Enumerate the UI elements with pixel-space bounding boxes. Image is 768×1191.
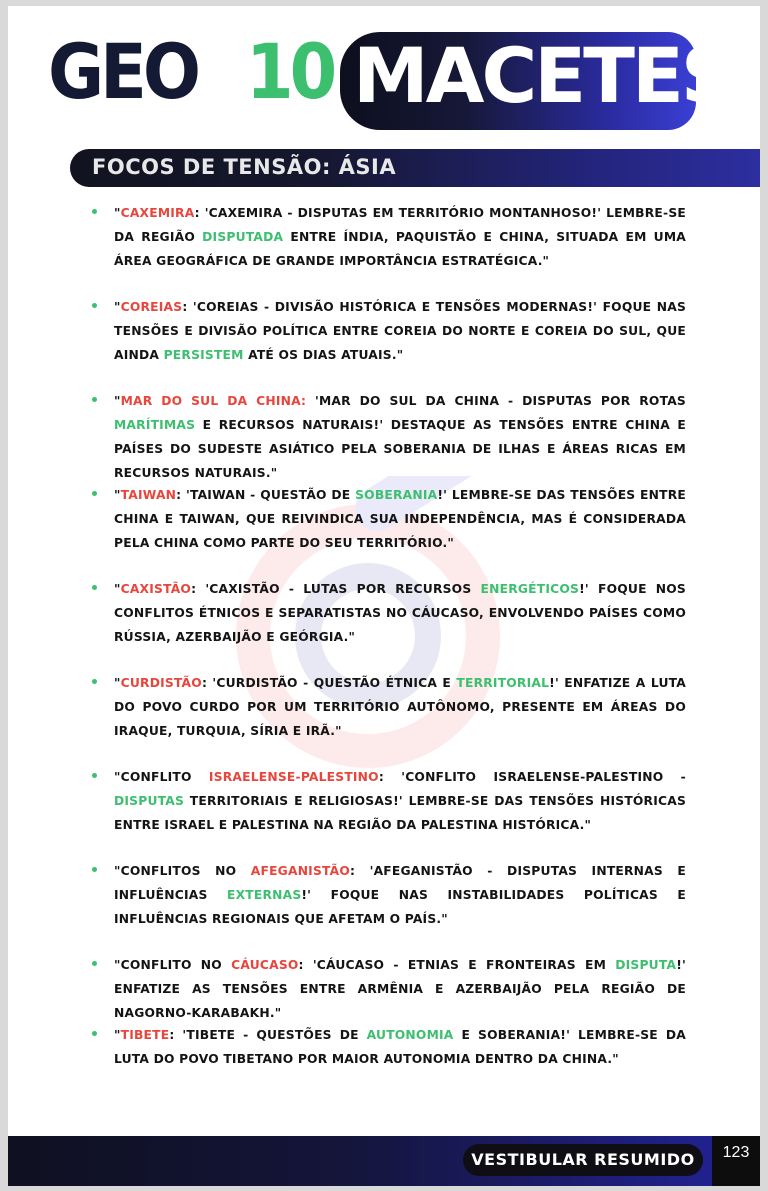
topic-highlight: TAIWAN [120, 488, 177, 502]
text-segment: " [114, 488, 121, 502]
topic-highlight: CAXISTÃO [120, 582, 192, 596]
brand-logo [8, 6, 760, 146]
topic-highlight: TIBETE [120, 1028, 170, 1042]
item-text [114, 953, 686, 1025]
bullet-icon [92, 209, 97, 214]
logo-number-text: 10 [246, 27, 334, 116]
text-segment: " [114, 1028, 121, 1042]
text-segment: " [114, 300, 121, 314]
keyword-highlight: MARÍTIMAS [114, 418, 196, 432]
item-text [114, 389, 686, 485]
tension-list-item [92, 671, 686, 743]
text-segment: : 'TAIWAN - QUESTÃO DE [176, 488, 356, 502]
item-text [114, 577, 686, 649]
text-segment: "CONFLITOS NO [114, 864, 251, 878]
tension-list-item [92, 1023, 686, 1071]
topic-highlight: CURDISTÃO [120, 676, 202, 690]
text-segment: : 'CAXEMIRA - DISPUTAS EM TERRITÓRIO MONTANHOSO!' LEMBRE-SE DA REGIÃO [114, 206, 686, 244]
topic-highlight: COREIAS [120, 300, 183, 314]
bullet-icon [92, 867, 97, 872]
item-text [114, 765, 686, 837]
logo-macetes-text: MACETES [353, 31, 733, 120]
section-title: FOCOS DE TENSÃO: ÁSIA [92, 155, 397, 179]
text-segment: ATÉ OS DIAS ATUAIS." [243, 348, 404, 362]
text-segment: : 'COREIAS - DIVISÃO HISTÓRICA E TENSÕES MODERNAS!' FOQUE NAS TENSÕES E DIVISÃO POLÍTICA ENTRE COREIA DO NORTE E COREIA DO SUL, QUE AINDA [114, 300, 686, 362]
topic-highlight: CAXEMIRA [120, 206, 195, 220]
tension-list-item [92, 859, 686, 931]
document-page [8, 6, 760, 1186]
tension-list-item [92, 953, 686, 1025]
text-segment: E RECURSOS NATURAIS!' DESTAQUE AS TENSÕES ENTRE CHINA E PAÍSES DO SUDESTE ASIÁTICO PELA SOBERANIA DE ILHAS E ÁREAS RICAS EM RECURSOS NATURAIS." [114, 418, 686, 480]
text-segment: "CONFLITO NO [114, 958, 232, 972]
tension-list-item [92, 765, 686, 837]
keyword-highlight: DISPUTA [615, 958, 677, 972]
bullet-icon [92, 679, 97, 684]
bullet-icon [92, 961, 97, 966]
footer-label: VESTIBULAR RESUMIDO [471, 1150, 695, 1169]
keyword-highlight: SOBERANIA [355, 488, 438, 502]
item-text [114, 295, 686, 367]
tension-list-item [92, 201, 686, 273]
text-segment: !' FOQUE NOS CONFLITOS ÉTNICOS E SEPARATISTAS NO CÁUCASO, ENVOLVENDO PAÍSES COMO RÚSSIA, AZERBAIJÃO E GEÓRGIA." [114, 582, 686, 644]
keyword-highlight: TERRITORIAL [456, 676, 550, 690]
text-segment: : 'CURDISTÃO - QUESTÃO ÉTNICA E [201, 676, 457, 690]
bullet-icon [92, 397, 97, 402]
bullet-icon [92, 773, 97, 778]
text-segment: !' LEMBRE-SE DAS TENSÕES ENTRE CHINA E TAIWAN, QUE REIVINDICA SUA INDEPENDÊNCIA, MAS É CONSIDERADA PELA CHINA COMO PARTE DO SEU TERRITÓRIO." [114, 488, 687, 550]
text-segment: : 'AFEGANISTÃO - DISPUTAS INTERNAS E INFLUÊNCIAS [114, 864, 687, 902]
text-segment: : 'CÁUCASO - ETNIAS E FRONTEIRAS EM [298, 958, 616, 972]
text-segment: !' ENFATIZE AS TENSÕES ENTRE ARMÊNIA E AZERBAIJÃO PELA REGIÃO DE NAGORNO-KARABAKH." [114, 958, 686, 1020]
keyword-highlight: DISPUTAS [114, 794, 185, 808]
item-text [114, 859, 686, 931]
tension-list-item [92, 389, 686, 485]
page-number: 123 [722, 1144, 750, 1161]
tension-list-item [92, 295, 686, 367]
item-text [114, 1023, 686, 1071]
text-segment: " [114, 394, 121, 408]
item-text [114, 201, 686, 273]
topic-highlight: MAR DO SUL DA CHINA: [120, 394, 307, 408]
text-segment: E SOBERANIA!' LEMBRE-SE DA LUTA DO POVO TIBETANO POR MAIOR AUTONOMIA DENTRO DA CHINA." [114, 1028, 686, 1066]
bullet-icon [92, 585, 97, 590]
keyword-highlight: AUTONOMIA [366, 1028, 454, 1042]
bullet-icon [92, 491, 97, 496]
text-segment: !' ENFATIZE A LUTA DO POVO CURDO POR UM TERRITÓRIO AUTÔNOMO, PRESENTE EM ÁREAS DO IRAQUE, TURQUIA, SÍRIA E IRÃ." [114, 676, 687, 738]
topic-highlight: AFEGANISTÃO [250, 864, 351, 878]
logo-geo-text: GEO [48, 27, 197, 116]
keyword-highlight: DISPUTADA [202, 230, 284, 244]
bullet-icon [92, 1031, 97, 1036]
item-text [114, 483, 686, 555]
text-segment: : 'CAXISTÃO - LUTAS POR RECURSOS [191, 582, 481, 596]
topic-highlight: CÁUCASO [231, 958, 299, 972]
text-segment: : 'CONFLITO ISRAELENSE-PALESTINO - [378, 770, 686, 784]
keyword-highlight: PERSISTEM [163, 348, 244, 362]
text-segment: TERRITORIAIS E RELIGIOSAS!' LEMBRE-SE DAS TENSÕES HISTÓRICAS ENTRE ISRAEL E PALESTINA NA REGIÃO DA PALESTINA HISTÓRICA." [114, 794, 686, 832]
text-segment: " [114, 582, 121, 596]
text-segment: " [114, 206, 121, 220]
text-segment: ENTRE ÍNDIA, PAQUISTÃO E CHINA, SITUADA EM UMA ÁREA GEOGRÁFICA DE GRANDE IMPORTÂNCIA ESTRATÉGICA." [114, 230, 686, 268]
tension-list-item [92, 577, 686, 649]
tension-list-item [92, 483, 686, 555]
text-segment: : 'TIBETE - QUESTÕES DE [169, 1028, 367, 1042]
text-segment: "CONFLITO [114, 770, 209, 784]
bullet-icon [92, 303, 97, 308]
text-segment: " [114, 676, 121, 690]
topic-highlight: ISRAELENSE-PALESTINO [208, 770, 379, 784]
text-segment: !' FOQUE NAS INSTABILIDADES POLÍTICAS E INFLUÊNCIAS REGIONAIS QUE AFETAM O PAÍS." [114, 888, 686, 926]
item-text [114, 671, 686, 743]
text-segment: 'MAR DO SUL DA CHINA - DISPUTAS POR ROTAS [306, 394, 686, 408]
keyword-highlight: ENERGÉTICOS [480, 582, 580, 596]
keyword-highlight: EXTERNAS [226, 888, 302, 902]
